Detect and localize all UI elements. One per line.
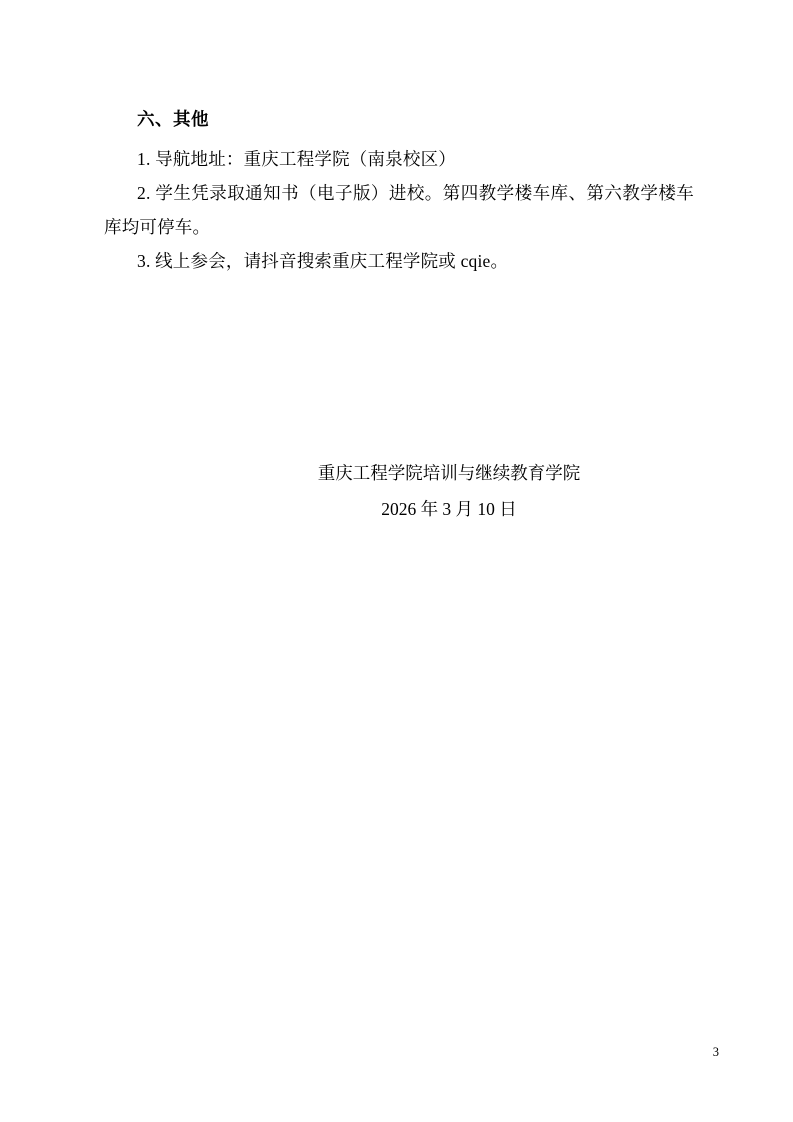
paragraph-item-3-text: 3. 线上参会，请抖音搜索重庆工程学院或 cqie。 [137,251,509,271]
signature-date: 2026 年 3 月 10 日 [381,499,517,519]
paragraph-item-2 [104,176,694,244]
paragraph-item-1 [104,142,694,176]
document-body [104,104,694,278]
signature-organization: 重庆工程学院培训与继续教育学院 [317,463,581,483]
paragraph-item-2-text: 2. 学生凭录取通知书（电子版）进校。第四教学楼车库、第六教学楼车库均可停车。 [104,183,694,237]
page-number: 3 [712,1045,719,1059]
paragraph-item-3 [104,244,694,278]
paragraph-item-1-text: 1. 导航地址：重庆工程学院（南泉校区） [137,149,456,169]
section-heading-other: 六、其他 [137,109,209,129]
signature-block [104,455,694,527]
